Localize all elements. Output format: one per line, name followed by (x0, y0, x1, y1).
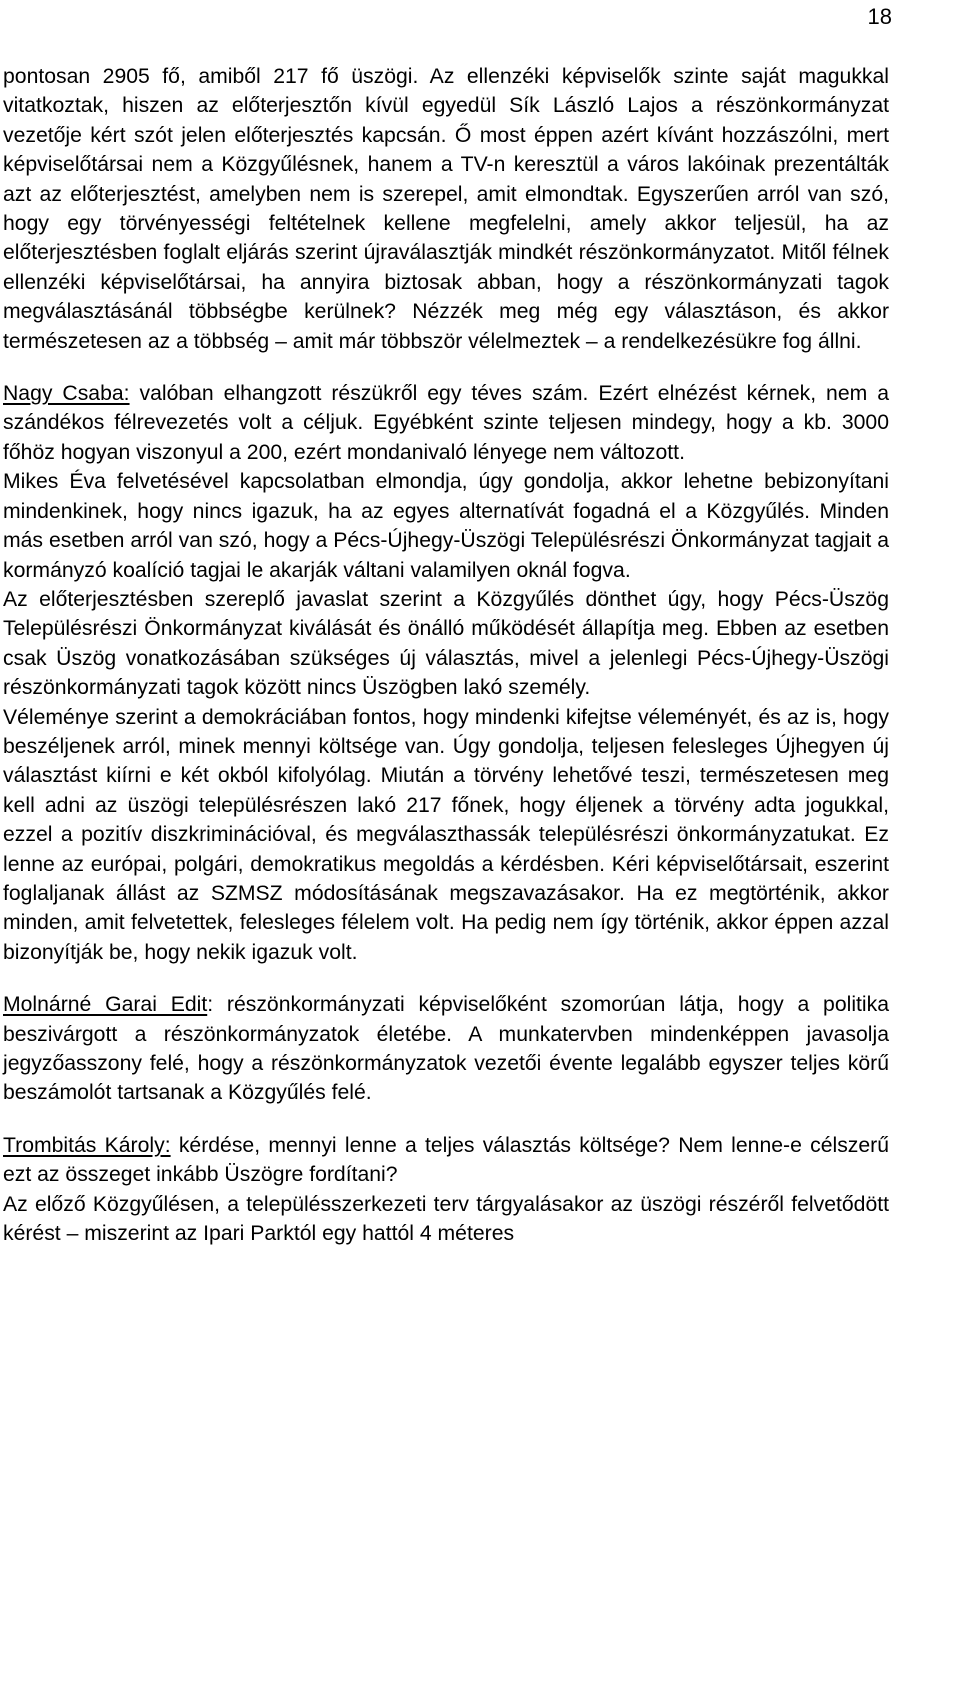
paragraph-text: valóban elhangzott részükről egy téves szám. Ezért elnézést kérnek, nem a szándékos félrevezetés volt a céljuk. Egyébként szinte teljesen mindegy, hogy a kb. 3000 főhöz hogyan viszonyul a 200, ezért mondanivaló lényege nem változott. (3, 382, 889, 464)
speaker-name: Nagy Csaba: (3, 382, 130, 406)
paragraph-text: Az előző Közgyűlésen, a településszerkezeti terv tárgyalásakor az üszögi részéről felvetődött kérést – miszerint az Ipari Parktól egy hattól 4 méteres (3, 1192, 889, 1246)
paragraph-1 (3, 62, 889, 356)
speaker-name: Trombitás Károly: (3, 1133, 171, 1157)
paragraph-text: Véleménye szerint a demokráciában fontos, hogy mindenki kifejtse véleményét, és az is, hogy beszéljenek arról, minek mennyi költsége van. Úgy gondolja, teljesen felesleges Újhegyen új választást kiírni e két okból kifolyólag. Miután a törvény lehetővé teszi, természetesen meg kell adni az üszögi településrészen lakó 217 főnek, hogy éljenek a törvény adta jogukkal, ezzel a pozitív diszkriminációval, és megválaszthassák településrészi önkormányzatukat. Ez lenne az európai, polgári, demokratikus megoldás a kérdésben. Kéri képviselőtársait, eszerint foglaljanak állást az SZMSZ módosításának megszavazásakor. Ha ez megtörténik, akkor minden, amit felvetettek, felesleges félelem volt. Ha pedig nem így történik, akkor éppen azzal bizonyítják be, hogy nekik igazuk volt. (3, 705, 889, 964)
paragraph-text: Mikes Éva felvetésével kapcsolatban elmondja, úgy gondolja, akkor lehetne bebizonyítani mindenkinek, hogy nincs igazuk, ha az egyes alternatívát fogadná el a Közgyűlés. Minden más esetben arról van szó, hogy a Pécs-Újhegy-Üszögi Településrészi Önkormányzat tagjait a kormányzó koalíció tagjai le akarják váltani valamilyen oknál fogva. (3, 470, 889, 582)
paragraph-text: kérdése, mennyi lenne a teljes választás költsége? Nem lenne-e célszerű ezt az összeget inkább Üszögre fordítani? (3, 1133, 890, 1187)
paragraph-4 (3, 585, 889, 703)
paragraph-text: : részönkormányzati képviselőként szomorúan látja, hogy a politika beszivárgott a részönkormányzatok életébe. A munkatervben mindenképpen javasolja jegyzőasszony felé, hogy a részönkormányzatok vezetői évente legalább egyszer teljes körű beszámolót tartsanak a Közgyűlés felé. (3, 993, 889, 1105)
paragraph-molnarne-garai-edit (3, 990, 889, 1108)
paragraph-text: Az előterjesztésben szereplő javaslat szerint a Közgyűlés dönthet úgy, hogy Pécs-Üszög Településrészi Önkormányzat kiválását és önálló működését állapítja meg. Ebben az esetben csak Üszög vonatkozásában szükséges új választás, mivel a jelenlegi Pécs-Újhegy-Üszögi részönkormányzati tagok között nincs Üszögben lakó személy. (3, 587, 889, 700)
paragraph-8 (3, 1190, 889, 1249)
paragraph-text: pontosan 2905 fő, amiből 217 fő üszögi. Az ellenzéki képviselők szinte saját magukkal vitatkoztak, hiszen az előterjesztőn kívül egyedül Sík László Lajos a részönkormányzat vezetője kért szót jelen előterjesztés kapcsán. Ő most éppen azért kívánt hozzászólni, mert képviselőtársai nem a Közgyűlésnek, hanem a TV-n keresztül a város lakóinak prezentálták azt az előterjesztést, amelyben nem is szerepel, amit elmondtak. Egyszerűen arról van szó, hogy egy törvényességi feltételnek kellene megfelelni, amely akkor teljesül, ha az előterjesztésben foglalt eljárás szerint újraválasztják mindkét részönkormányzatot. Mitől félnek ellenzéki képviselőtársai, ha annyira biztosak abban, hogy a részönkormányzati tagok megválasztásánál többségbe kerülnek? Nézzék meg még egy választáson, és akkor természetesen az a többség – amit már többször vélelmeztek – a rendelkezésükre fog állni. (3, 65, 889, 353)
speaker-name: Molnárné Garai Edit (3, 993, 208, 1017)
document-body (3, 62, 889, 1248)
paragraph-3 (3, 467, 889, 585)
paragraph-5 (3, 703, 889, 968)
page-number: 18 (867, 4, 892, 29)
paragraph-nagy-csaba (3, 379, 889, 467)
paragraph-trombitas-karoly (3, 1131, 889, 1190)
